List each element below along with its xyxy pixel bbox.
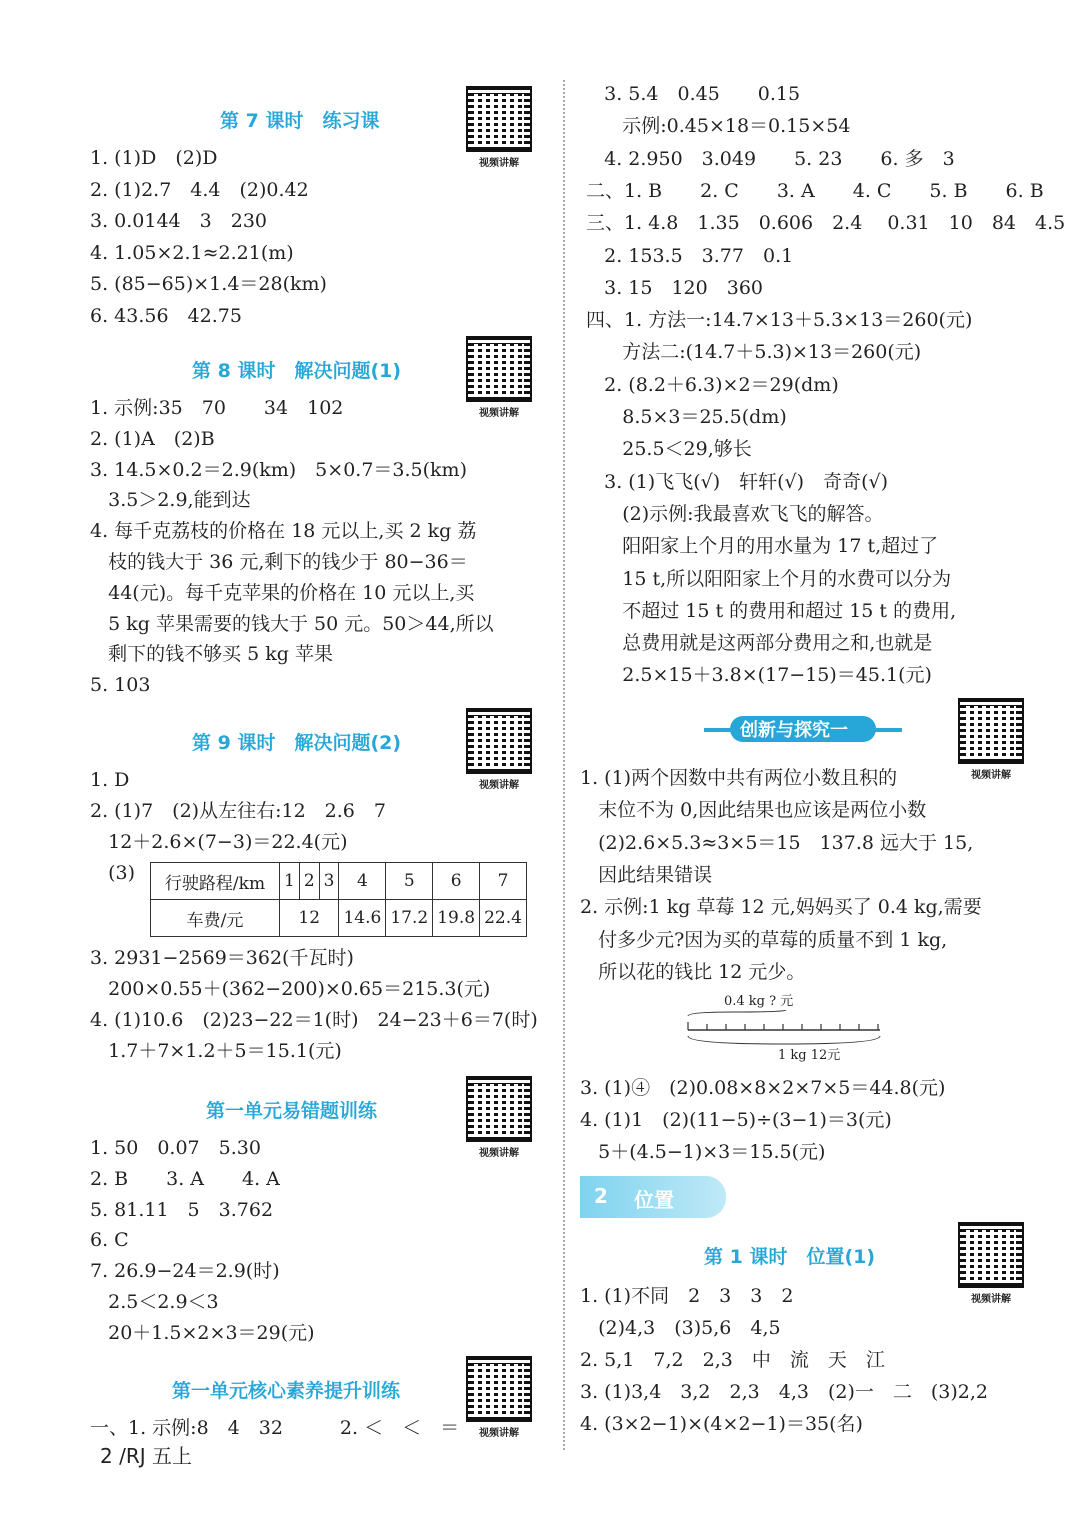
answer-line: 总费用就是这两部分费用之和,也就是 [586, 632, 933, 655]
answer-line: 3. 14.5×0.2＝2.9(km) 5×0.7＝3.5(km) [90, 458, 467, 481]
answer-line: 7. 26.9−24＝2.9(时) [90, 1260, 280, 1283]
answer-line: 四、1. 方法一:14.7×13＋5.3×13＝260(元) [586, 309, 973, 332]
answer-line: 1.7＋7×1.2＋5＝15.1(元) [90, 1040, 342, 1062]
answer-line: 5. 81.11 5 3.762 [90, 1198, 274, 1221]
table-cell: 3 [319, 863, 339, 900]
table-cell: 14.6 [339, 900, 386, 937]
qr-caption: 视频讲解 [479, 158, 519, 169]
answer-line: 枝的钱大于 36 元,剩下的钱少于 80−36＝ [90, 551, 468, 573]
table-row [151, 863, 527, 900]
answer-line: 4. (1)1 (2)(11−5)÷(3−1)＝3(元) [580, 1109, 892, 1131]
lesson8-title: 第 8 课时 解决问题(1) [192, 360, 402, 382]
table-cell: 5 [386, 863, 433, 900]
answer-line: 4. 每千克荔枝的价格在 18 元以上,买 2 kg 荔 [90, 520, 477, 543]
unit1-core-title: 第一单元核心素养提升训练 [172, 1380, 401, 1402]
answer-line: 2. 5,1 7,2 2,3 中 流 天 江 [580, 1349, 885, 1371]
qr-caption: 视频讲解 [479, 408, 519, 419]
qr-code[interactable] [466, 1076, 532, 1159]
answer-line: 2. B 3. A 4. A [90, 1167, 280, 1190]
answer-line: 二、1. B 2. C 3. A 4. C 5. B 6. B [586, 179, 1044, 202]
answer-line: 末位不为 0,因此结果也应该是两位小数 [580, 799, 927, 822]
answer-line: 8.5×3＝25.5(dm) [586, 406, 787, 428]
answer-line: 5. (85−65)×1.4＝28(km) [90, 273, 327, 295]
qr-code[interactable] [958, 698, 1024, 781]
table-row [151, 900, 527, 937]
answer-line: 1. 50 0.07 5.30 [90, 1137, 261, 1159]
answer-line: 2.5×15＋3.8×(17−15)＝45.1(元) [586, 664, 932, 687]
answer-line: 4. 1.05×2.1≈2.21(m) [90, 241, 294, 264]
answer-line: 一、1. 示例:8 4 32 2. ＜ ＜ ＝ [90, 1417, 460, 1439]
answer-line: 3. (1)④ (2)0.08×8×2×7×5＝44.8(元) [580, 1077, 946, 1099]
answer-line: 4. (1)10.6 (2)23−22＝1(时) 24−23＋6＝7(时) [90, 1009, 538, 1031]
answer-line: 20＋1.5×2×3＝29(元) [90, 1321, 315, 1344]
table-cell: 1 [280, 863, 300, 900]
answer-line: 1. (1)D (2)D [90, 147, 218, 169]
answer-line: (2)4,3 (3)5,6 4,5 [580, 1317, 781, 1339]
answer-line: 2. 示例:1 kg 草莓 12 元,妈妈买了 0.4 kg,需要 [580, 896, 982, 919]
answer-line: 3. (1)飞飞(√) 轩轩(√) 奇奇(√) [586, 470, 888, 493]
answer-line: 因此结果错误 [580, 863, 713, 886]
answer-line: 6. 43.56 42.75 [90, 304, 242, 327]
table-cell: 17.2 [386, 900, 433, 937]
answer-line: 2. (1)2.7 4.4 (2)0.42 [90, 178, 309, 201]
lesson7-title: 第 7 课时 练习课 [220, 110, 380, 132]
table-cell: 22.4 [480, 900, 527, 937]
answer-line: 2. (1)A (2)B [90, 427, 215, 450]
table-cell: 6 [433, 863, 480, 900]
answer-line: 2.5＜2.9＜3 [90, 1291, 219, 1313]
answer-line: 4. (3×2−1)×(4×2−1)＝35(名) [580, 1413, 863, 1435]
answer-line: 阳阳家上个月的用水量为 17 t,超过了 [586, 535, 939, 558]
answer-line: 3. 0.0144 3 230 [90, 210, 268, 232]
qr-code[interactable] [466, 86, 532, 169]
table-cell: 2 [299, 863, 319, 900]
answer-line: 3. 5.4 0.45 0.15 [586, 83, 801, 105]
answer-line: 3. (1)3,4 3,2 2,3 4,3 (2)一 二 (3)2,2 [580, 1381, 988, 1403]
answer-line: 1. D [90, 769, 130, 791]
qr-caption: 视频讲解 [479, 1428, 519, 1439]
answer-line: 示例:0.45×18＝0.15×54 [586, 115, 851, 138]
qr-code[interactable] [466, 708, 532, 791]
page-footer: 2 /RJ 五上 [100, 1444, 192, 1468]
table-cell: 4 [339, 863, 386, 900]
answer-line: 4. 2.950 3.049 5. 23 6. 多 3 [586, 147, 955, 170]
unit-name: 位置 [634, 1188, 674, 1212]
answer-line: 方法二:(14.7＋5.3)×13＝260(元) [586, 341, 922, 364]
answer-line: 44(元)。每千克苹果的价格在 10 元以上,买 [90, 581, 475, 604]
answer-line: 三、1. 4.8 1.35 0.606 2.4 0.31 10 84 4.5 [586, 212, 1066, 235]
answer-line: 1. (1)不同 2 3 3 2 [580, 1285, 794, 1307]
answer-line: 2. (1)7 (2)从左往右:12 2.6 7 [90, 800, 386, 822]
innovation-title: 创新与探究一 [740, 720, 848, 741]
diagram-bottom-label: 1 kg 12元 [778, 1048, 841, 1063]
answer-line: 5. 103 [90, 674, 151, 697]
fare-table [150, 862, 527, 937]
table-cell: 7 [480, 863, 527, 900]
answer-line: 所以花的钱比 12 元少。 [580, 960, 806, 983]
table-cell: 12 [280, 900, 339, 937]
unit1-errors-title: 第一单元易错题训练 [206, 1100, 378, 1122]
table-cell: 行驶路程/km [151, 863, 280, 900]
answer-line: 6. C [90, 1229, 129, 1252]
qr-caption: 视频讲解 [479, 1148, 519, 1159]
qr-caption: 视频讲解 [479, 780, 519, 791]
answer-line: 5＋(4.5−1)×3＝15.5(元) [580, 1141, 826, 1163]
qr-caption: 视频讲解 [971, 770, 1011, 781]
answer-line: 3. 2931−2569＝362(千瓦时) [90, 947, 354, 969]
position-lesson1-title: 第 1 课时 位置(1) [704, 1246, 876, 1268]
answer-line: 200×0.55＋(362−200)×0.65＝215.3(元) [90, 978, 491, 1000]
answer-line: 1. (1)两个因数中共有两位小数且积的 [580, 767, 898, 789]
answer-line: (2)2.6×5.3≈3×5＝15 137.8 远大于 15, [580, 831, 974, 854]
answer-line: 25.5＜29,够长 [586, 438, 752, 461]
answer-line: 3. 15 120 360 [586, 276, 763, 299]
answer-line: (2)示例:我最喜欢飞飞的解答。 [586, 502, 884, 525]
answer-line: (3) [90, 862, 136, 884]
qr-code[interactable] [466, 1356, 532, 1439]
answer-line: 2. (8.2＋6.3)×2＝29(dm) [586, 373, 839, 396]
table-cell: 19.8 [433, 900, 480, 937]
answer-line: 付多少元?因为买的草莓的质量不到 1 kg, [580, 928, 948, 951]
qr-caption: 视频讲解 [971, 1294, 1011, 1305]
column-divider [563, 80, 565, 1450]
answer-line: 2. 153.5 3.77 0.1 [586, 244, 794, 267]
lesson9-title: 第 9 课时 解决问题(2) [192, 732, 402, 754]
answer-line: 12＋2.6×(7−3)＝22.4(元) [90, 831, 348, 853]
qr-code[interactable] [958, 1222, 1024, 1305]
qr-code[interactable] [466, 336, 532, 419]
answer-line: 剩下的钱不够买 5 kg 苹果 [90, 643, 334, 666]
unit-number: 2 [594, 1184, 608, 1208]
diagram-top-label: 0.4 kg ? 元 [724, 994, 794, 1009]
answer-line: 15 t,所以阳阳家上个月的水费可以分为 [586, 567, 952, 590]
answer-line: 1. 示例:35 70 34 102 [90, 397, 344, 419]
unit2-banner [580, 1176, 726, 1218]
table-cell: 车费/元 [151, 900, 280, 937]
answer-line: 5 kg 苹果需要的钱大于 50 元。50＞44,所以 [90, 612, 494, 635]
answer-line: 不超过 15 t 的费用和超过 15 t 的费用, [586, 599, 957, 622]
answer-line: 3.5＞2.9,能到达 [90, 489, 251, 512]
